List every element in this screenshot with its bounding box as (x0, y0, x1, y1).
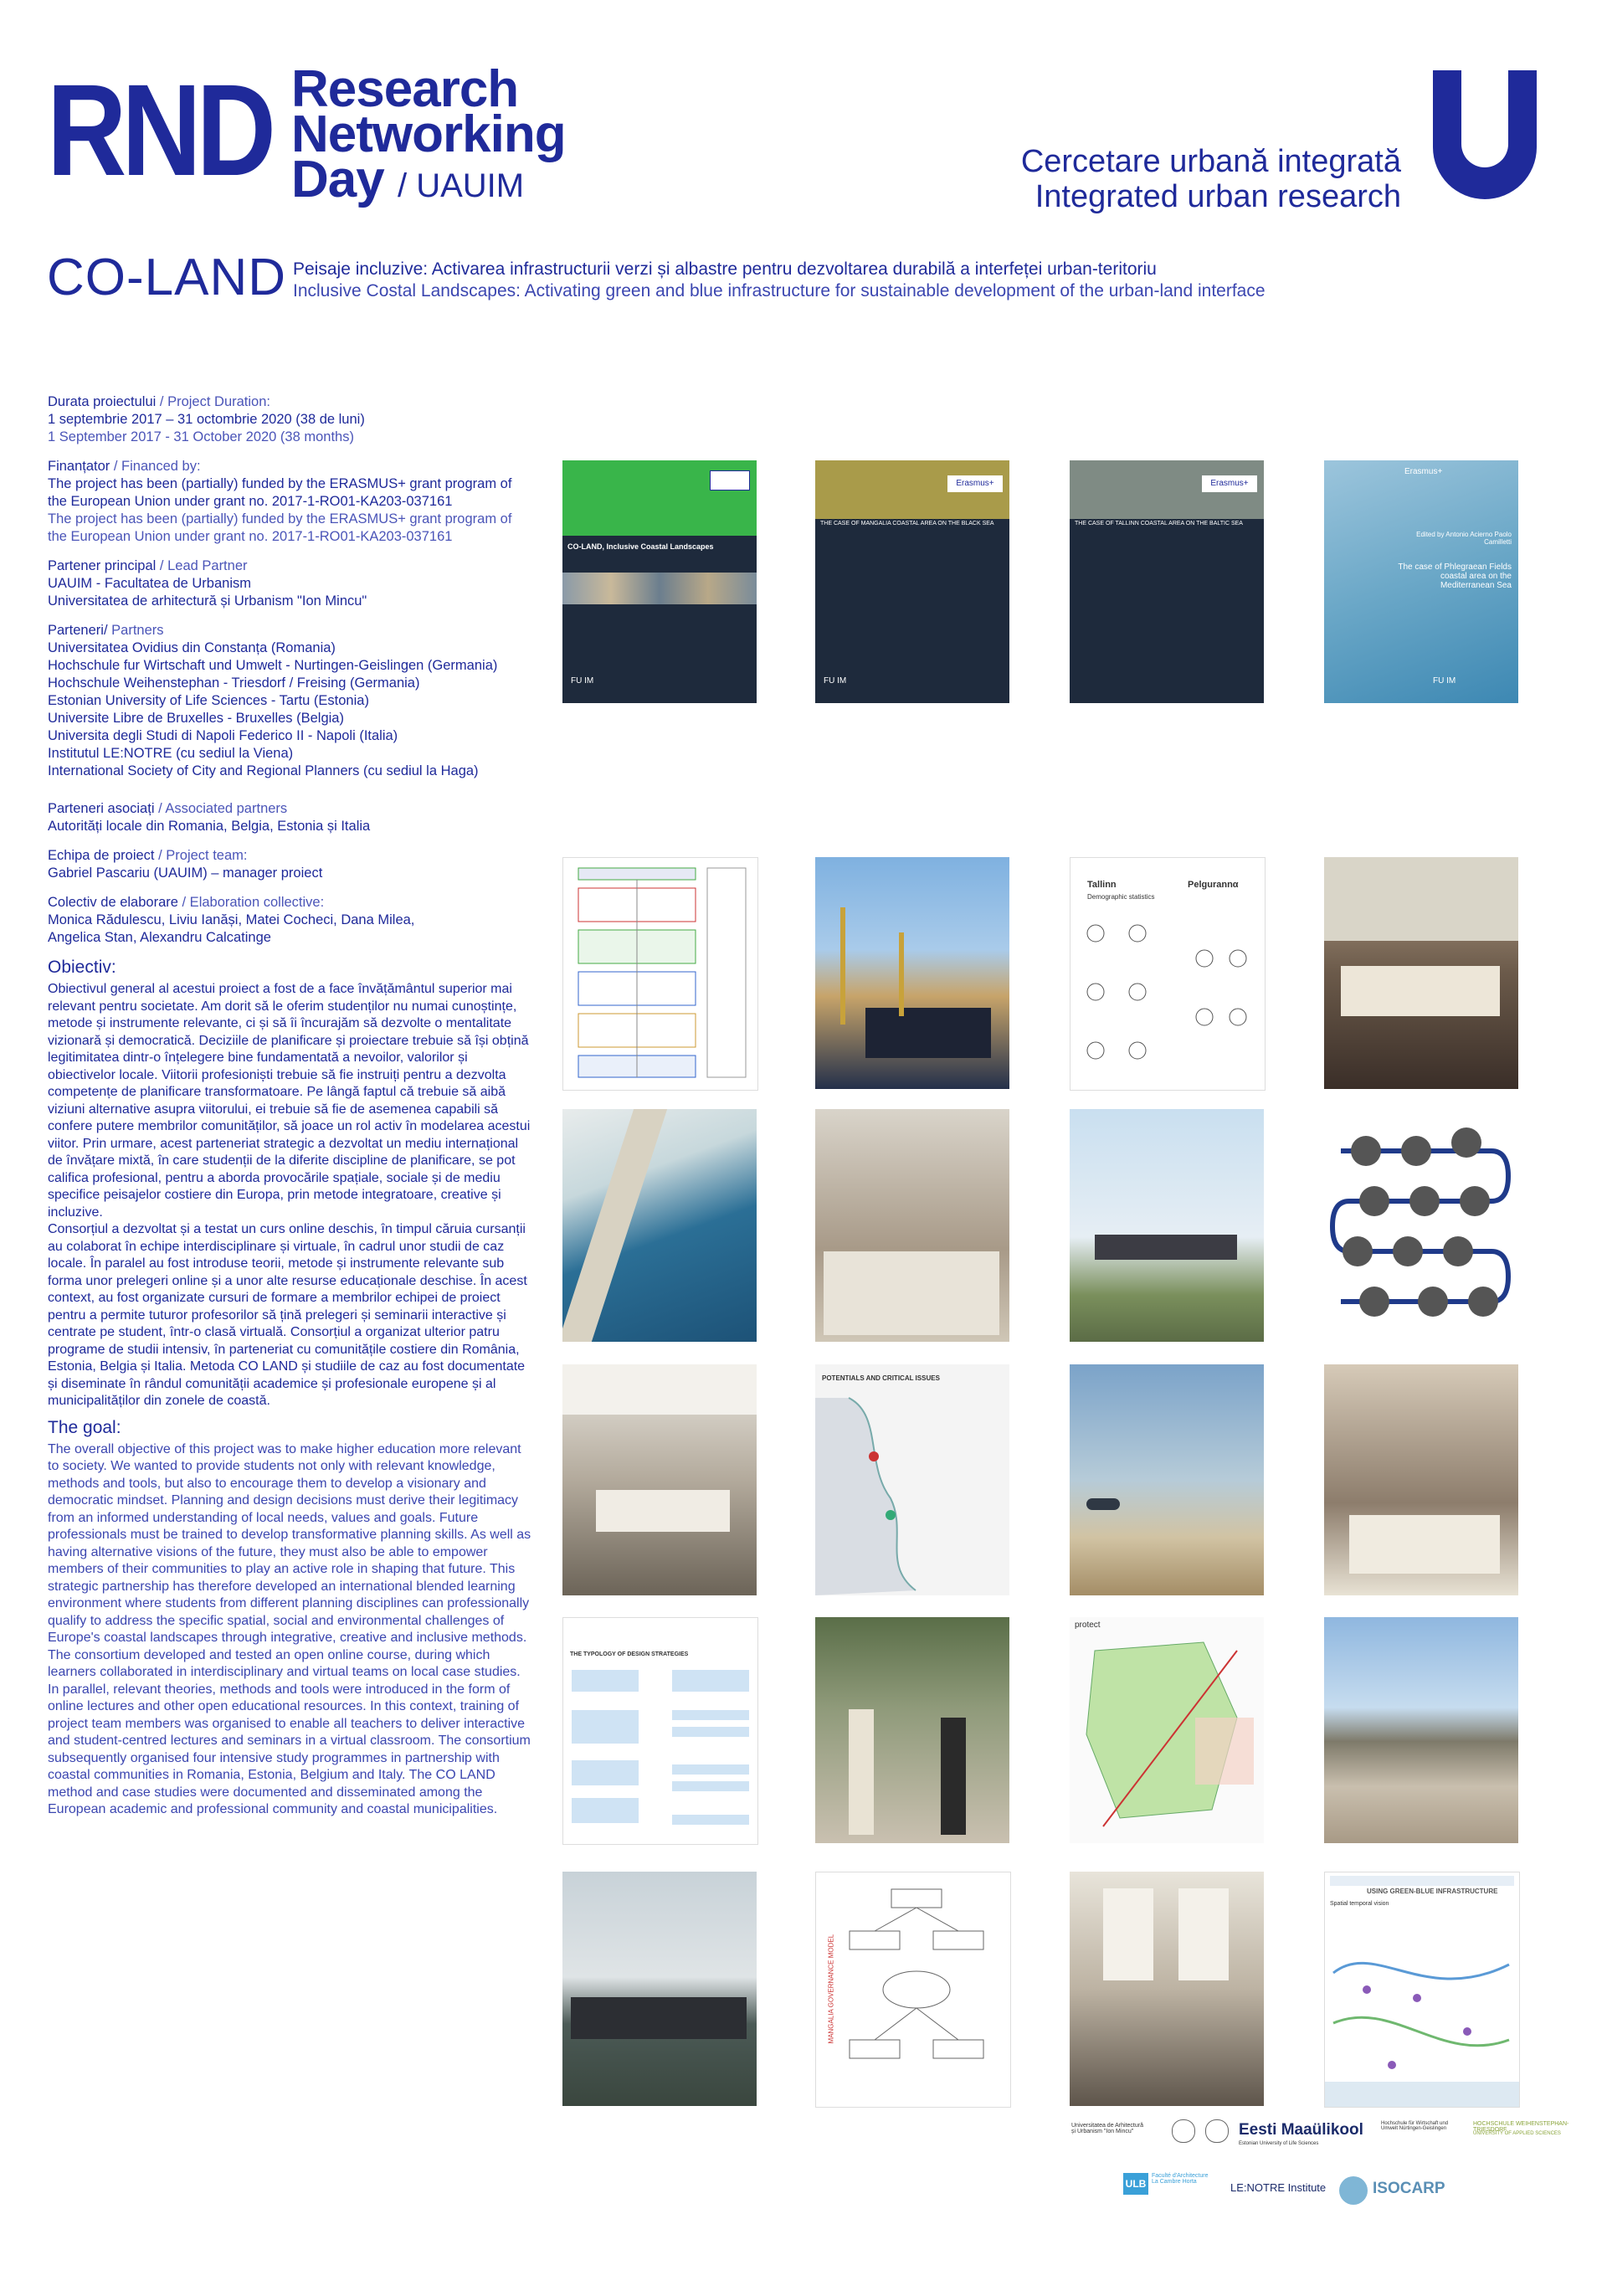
demo-sub: Demographic statistics (1087, 893, 1155, 901)
workflow-diagram-icon (563, 858, 757, 1090)
logo-eesti: Eesti Maaülikool (1239, 2121, 1363, 2139)
photo-group-field (1070, 1109, 1264, 1342)
partner-item: International Society of City and Regional Planners (cu sediul la Haga) (48, 763, 479, 778)
duration-section (48, 393, 533, 446)
team-text: Gabriel Pascariu (UAUIM) – manager proiect (48, 865, 323, 881)
isocarp-globe-icon (1339, 2176, 1368, 2205)
rnd-uauim: / UAUIM (397, 167, 525, 204)
financed-text-1: The project has been (partially) funded by the ERASMUS+ grant program of the European Union under grant no. 2017-1-RO01-KA203-037161 (48, 476, 512, 509)
design-strategies (562, 1617, 758, 1845)
demo-b: Pelgurannα (1188, 880, 1239, 890)
photo-port-ship (815, 857, 1009, 1089)
photo-students-portrait (815, 1617, 1009, 1843)
logo-lenotre: LE:NOTRE Institute (1230, 2181, 1327, 2194)
protect-plan (1070, 1617, 1264, 1843)
lead-label: Partener principal (48, 558, 157, 573)
logo-ulb: ULB (1123, 2173, 1148, 2195)
logo-hswt: HOCHSCHULE WEIHENSTEPHAN-TRIESDORF (1473, 2121, 1569, 2133)
rnd-line-networking: Networking (291, 105, 566, 163)
objective-heading: Obiectiv: (48, 958, 116, 977)
cover2-erasmus: Erasmus+ (947, 475, 1003, 492)
logo-eesti-sub: Estonian University of Life Sciences (1239, 2141, 1319, 2146)
cover4-edited: Edited by Antonio Acierno Paolo Camilletti (1416, 531, 1512, 546)
cover4-title: The case of Phlegraean Fields coastal area on the Mediterranean Sea (1398, 562, 1512, 590)
objective-paragraph-2: Consorțiul a dezvoltat și a testat un curs online deschis, în timpul căruia cursanții au colaborat în echipe interdisciplinare și virtuale, în cadrul unor studii de caz locale. În paralel au fost introduse teorii, metode și instrumente relevante sub forma unor prelegeri online și a unor alte resurse educaționale deschise. În acest context, au fost organizate cursuri de formare a membrilor echipei de proiect pentru a permite tuturor profesorilor să țină prelegeri și seminarii interactive și centrate pe student, într-o clasă virtuală. Consorțiul a organizat ulterior patru programe de studii intensiv, în parteneriat cu comunitățile costiere din România, Estonia, Belgia și Italia. Metoda CO LAND și studiile de caz au fost documentate și diseminate în rândul comunității academice și profesionale europene și al municipalităților din zonele de coastă. (48, 1222, 527, 1408)
photo-classroom (562, 1364, 757, 1595)
governance-model (815, 1872, 1011, 2108)
cover1-title: CO-LAND, Inclusive Coastal Landscapes (567, 542, 714, 551)
project-subtitle-ro: Peisaje incluzive: Activarea infrastructurii verzi și albastre pentru dezvoltarea durabilă a interfeței urban-teritoriu (293, 259, 1157, 279)
financed-label: Finanțator (48, 459, 110, 474)
partner-item: Universitatea Ovidius din Constanța (Romania) (48, 640, 336, 655)
green-plan-icon (1070, 1617, 1264, 1843)
governance-diagram-icon (816, 1872, 1010, 2107)
cover3-title: THE CASE OF TALLINN COASTAL AREA ON THE BALTIC SEA (1075, 521, 1243, 526)
team-section (48, 847, 533, 882)
partner-item: Universita degli Studi di Napoli Federico II - Napoli (Italia) (48, 728, 398, 743)
assoc-text: Autorități locale din Romania, Belgia, Estonia și Italia (48, 819, 371, 834)
rnd-day: Day (291, 151, 384, 208)
team-label-en: / Project team: (158, 848, 248, 863)
map-potentials (815, 1364, 1009, 1595)
rnd-title (291, 60, 566, 208)
collective-section (48, 894, 533, 947)
team-label: Echipa de proiect (48, 848, 155, 863)
lead-label-en: / Lead Partner (159, 558, 248, 573)
logo-uauim: Universitatea de Arhitectură și Urbanism "Ion Mincu" (1071, 2123, 1143, 2134)
project-info-column (48, 393, 533, 1819)
photo-lecture-room (1070, 1872, 1264, 2106)
protect-title: protect (1075, 1621, 1101, 1630)
unina-seal-icon (1205, 2119, 1229, 2143)
duration-en: 1 September 2017 - 31 October 2020 (38 months) (48, 429, 354, 444)
financed-label-en: / Financed by: (113, 459, 201, 474)
green-blue-infrastructure (1324, 1872, 1520, 2108)
lead-partner-1: UAUIM - Facultatea de Urbanism (48, 576, 251, 591)
photo-group-shore (562, 1872, 757, 2106)
photo-boat-beach (1070, 1364, 1264, 1595)
financed-section (48, 458, 533, 546)
diagram-workflow (562, 857, 758, 1091)
photo-students-drawing (815, 1109, 1009, 1342)
partners-label-en: Partners (111, 623, 164, 638)
duration-label: Durata proiectului (48, 394, 157, 409)
potentials-title: POTENTIALS AND CRITICAL ISSUES (822, 1374, 940, 1382)
duration-label-en: / Project Duration: (159, 394, 270, 409)
lead-partner-section (48, 557, 533, 610)
photo-workshop-2 (1324, 1364, 1518, 1595)
tagline-en: Integrated urban research (1035, 179, 1401, 214)
cover4-uim: FU IM (1433, 676, 1456, 686)
governance-title: MANGALIA GOVERNANCE MODEL (827, 1934, 835, 2044)
rnd-line-research: Research (291, 60, 519, 118)
partner-item: Institutul LE:NOTRE (cu sediul la Viena) (48, 746, 294, 761)
cover3-erasmus: Erasmus+ (1202, 475, 1257, 492)
partner-item: Universite Libre de Bruxelles - Bruxelles (Belgia) (48, 711, 344, 726)
logo-hswt-sub: UNIVERSITY OF APPLIED SCIENCES (1473, 2131, 1561, 2136)
photo-coastal-town (1324, 1617, 1518, 1843)
tagline-ro: Cercetare urbană integrată (1020, 144, 1401, 179)
cover-tallinn (1070, 460, 1264, 703)
demographic-statistics (1070, 857, 1266, 1091)
cover-phlegraean (1324, 460, 1518, 703)
rnd-logo-text: RND (47, 57, 271, 203)
project-name: CO-LAND (47, 249, 287, 306)
spatial-title: Spatial temporal vision (1330, 1901, 1389, 1907)
photo-aerial-coast (562, 1109, 757, 1342)
ovidius-seal-icon (1172, 2119, 1195, 2143)
partner-item: Estonian University of Life Sciences - Tartu (Estonia) (48, 693, 369, 708)
typology-title: THE TYPOLOGY OF DESIGN STRATEGIES (570, 1651, 689, 1657)
financed-text-2: The project has been (partially) funded by the ERASMUS+ grant program of the European Union under grant no. 2017-1-RO01-KA203-037161 (48, 511, 512, 544)
partner-logos (1071, 2118, 1590, 2235)
assoc-label: Parteneri asociați (48, 801, 155, 816)
logo-hfwu: Hochschule für Wirtschaft und Umwelt Nürtingen-Geislingen (1381, 2121, 1449, 2131)
goal-paragraph-1: The overall objective of this project was to make higher education more relevant to society. We wanted to provide students not only with relevant knowledge, methods and tools, but also to encourage them to develop a visionary and democratic mindset. Planning and design decisions must derive their legitimacy from an informed understanding of local needs, values and goals. Future professionals must be trained to develop transformative planning skills. As well as having alternative visions of the future, they must also be able to empower members of their communities to play an active role in shaping that future. This strategic partnership has therefore developed an international blended learning environment where students from different planning disciplines can professionally qualify to address the specific spatial, social and environmental challenges of Europe's coastal landscapes through integrative, creative and inclusive methods. (48, 1441, 531, 1645)
assoc-label-en: / Associated partners (158, 801, 288, 816)
cover2-title: THE CASE OF MANGALIA COASTAL AREA ON THE BLACK SEA (820, 521, 994, 526)
demo-a: Tallinn (1087, 880, 1117, 890)
objective-paragraph-1: Obiectivul general al acestui proiect a fost de a face învățământul superior mai relevant pentru societate. Am dorit să le oferim studenților nu numai cunoștințe, metode și instrumente relevante, ci și să îi încurajăm să dezvolte o mentalitate vizionară și democratică. Deciziile de planificare și proiectare trebuie să își obțină legitimitatea dintr-o înțelegere bine fundamentată a nevoilor, valorilor și obiectivelor locale. Viitorii profesioniști trebuie să fie instruiți pentru a dezvolta competențe de planificare transformatoare. Pe lângă faptul că trebuie să aibă viziuni alternative asupra viitorului, ei trebuie să fie de asemenea capabili să confere putere membrilor comunităților, să joace un rol activ în modelarea acestui viitor. Prin urmare, acest parteneriat strategic a dezvoltat un mediu internațional de învățare mixtă, în care studenții de la diferite discipline de planificare, se pot califica profesional, pentru a aborda provocările spațiale, sociale și de mediu specifice peisajelor costiere din Europa, prin metode integratoare, creative și incluzive. (48, 982, 531, 1220)
duration-ro: 1 septembrie 2017 – 31 octombrie 2020 (38 de luni) (48, 412, 365, 427)
logo-isocarp: ISOCARP (1373, 2180, 1445, 2197)
cover-mangalia (815, 460, 1009, 703)
pictogram-path (1324, 1109, 1518, 1342)
collective-label-en: / Elaboration collective: (182, 895, 325, 910)
project-subtitle-en: Inclusive Costal Landscapes: Activating green and blue infrastructure for sustainable development of the urban-land interface (293, 281, 1266, 300)
infrastructure-map-icon (1325, 1872, 1519, 2107)
activity-pictograms-icon (1324, 1109, 1518, 1342)
associated-section (48, 800, 533, 835)
goal-paragraph-2: The consortium developed and tested an open online course, during which learners collaborated in interdisciplinary and virtual teams on local case studies. In parallel, relevant theories, methods and tools were introduced in the form of online lectures and other open educational resources. In this context, training of project team members was organised to enable all teachers to deliver interactive and student-centred lectures and seminars in a virtual classroom. The consortium subsequently organised four intensive study programmes in partnership with coastal communities in Romania, Estonia, Belgium and Italy. The CO LAND method and case studies were documented and disseminated among the European academic and professional community and coastal municipalities. (48, 1647, 531, 1816)
collective-label: Colectiv de elaborare (48, 895, 178, 910)
map-icon (815, 1364, 1009, 1595)
partner-item: Hochschule fur Wirtschaft und Umwelt - Nurtingen-Geislingen (Germania) (48, 658, 498, 673)
cover1-uim: FU IM (571, 676, 594, 686)
uauim-shield-icon (1430, 67, 1540, 209)
partners-section (48, 622, 533, 780)
rnd-line-day (291, 151, 566, 208)
partner-item: Hochschule Weihenstephan - Triesdorf / Freising (Germania) (48, 675, 420, 691)
cover2-uim: FU IM (824, 676, 847, 686)
lead-partner-2: Universitatea de arhitectură și Urbanism "Ion Mincu" (48, 593, 367, 609)
goal-heading: The goal: (48, 1417, 121, 1437)
green-blue-title: USING GREEN-BLUE INFRASTRUCTURE (1367, 1888, 1498, 1895)
photo-workshop-1 (1324, 857, 1518, 1089)
collective-line-2: Angelica Stan, Alexandru Calcatinge (48, 930, 271, 945)
logo-ulb-sub: Faculté d'Architecture La Cambre Horta (1152, 2173, 1209, 2185)
cover4-erasmus: Erasmus+ (1404, 467, 1443, 476)
collective-line-1: Monica Rădulescu, Liviu Ianăși, Matei Cocheci, Dana Milea, (48, 912, 415, 927)
partners-label: Parteneri/ (48, 623, 108, 638)
cover-guidance-report (562, 460, 757, 703)
